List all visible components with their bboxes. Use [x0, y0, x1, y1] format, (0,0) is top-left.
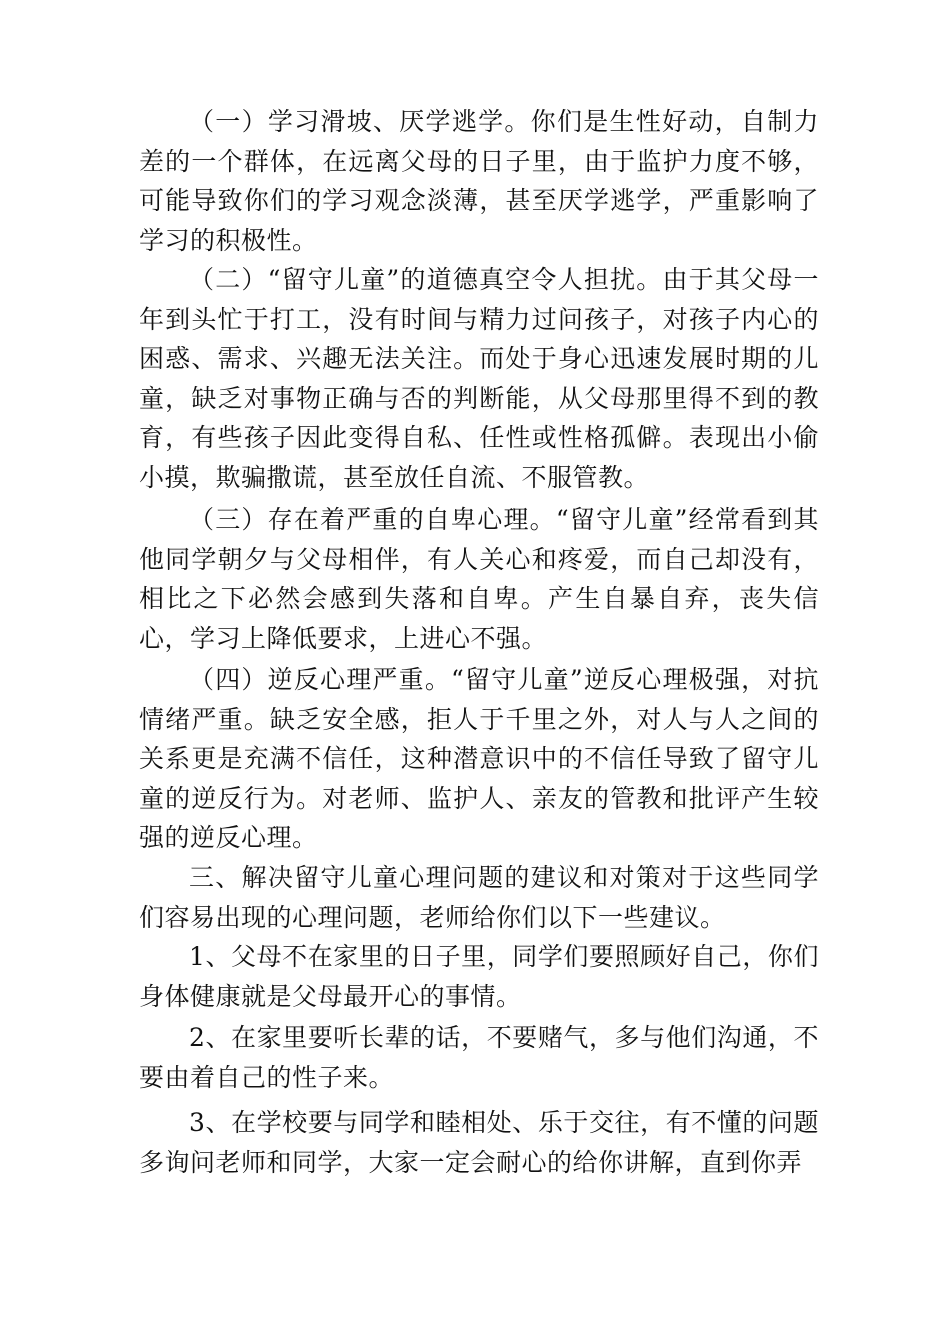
paragraph-2: （二）“留守儿童”的道德真空令人担扰。由于其父母一年到头忙于打工，没有时间与精力过问孩子，对孩子内心的困惑、需求、兴趣无法关注。而处于身心迅速发展时期的儿童，缺乏对事物正确与否的判断能，从父母那里得不到的教育，有些孩子因此变得自私、任性或性格孤僻。表现出小偷小摸，欺骗撒谎，甚至放任自流、不服管教。	[139, 265, 819, 492]
paragraph-8: 3、在学校要与同学和睦相处、乐于交往，有不懂的问题多询问老师和同学，大家一定会耐心的给你讲解，直到你弄	[139, 1108, 819, 1177]
paragraph-7: 2、在家里要听长辈的话，不要赌气，多与他们沟通，不要由着自己的性子来。	[139, 1023, 819, 1092]
paragraph-3: （三）存在着严重的自卑心理。“留守儿童”经常看到其他同学朝夕与父母相伴，有人关心和疼爱，而自己却没有，相比之下必然会感到失落和自卑。产生自暴自弃，丧失信心，学习上降低要求，上进心不强。	[139, 505, 819, 653]
paragraph-6: 1、父母不在家里的日子里，同学们要照顾好自己，你们身体健康就是父母最开心的事情。	[139, 942, 819, 1011]
paragraph-1: （一）学习滑坡、厌学逃学。你们是生性好动，自制力差的一个群体，在远离父母的日子里，由于监护力度不够，可能导致你们的学习观念淡薄，甚至厌学逃学，严重影响了学习的积极性。	[139, 107, 819, 255]
paragraph-4: （四）逆反心理严重。“留守儿童”逆反心理极强，对抗情绪严重。缺乏安全感，拒人于千里之外，对人与人之间的关系更是充满不信任，这种潜意识中的不信任导致了留守儿童的逆反行为。对老师、监护人、亲友的管教和批评产生较强的逆反心理。	[139, 665, 819, 852]
paragraph-5: 三、解决留守儿童心理问题的建议和对策对于这些同学们容易出现的心理问题，老师给你们以下一些建议。	[139, 863, 819, 932]
